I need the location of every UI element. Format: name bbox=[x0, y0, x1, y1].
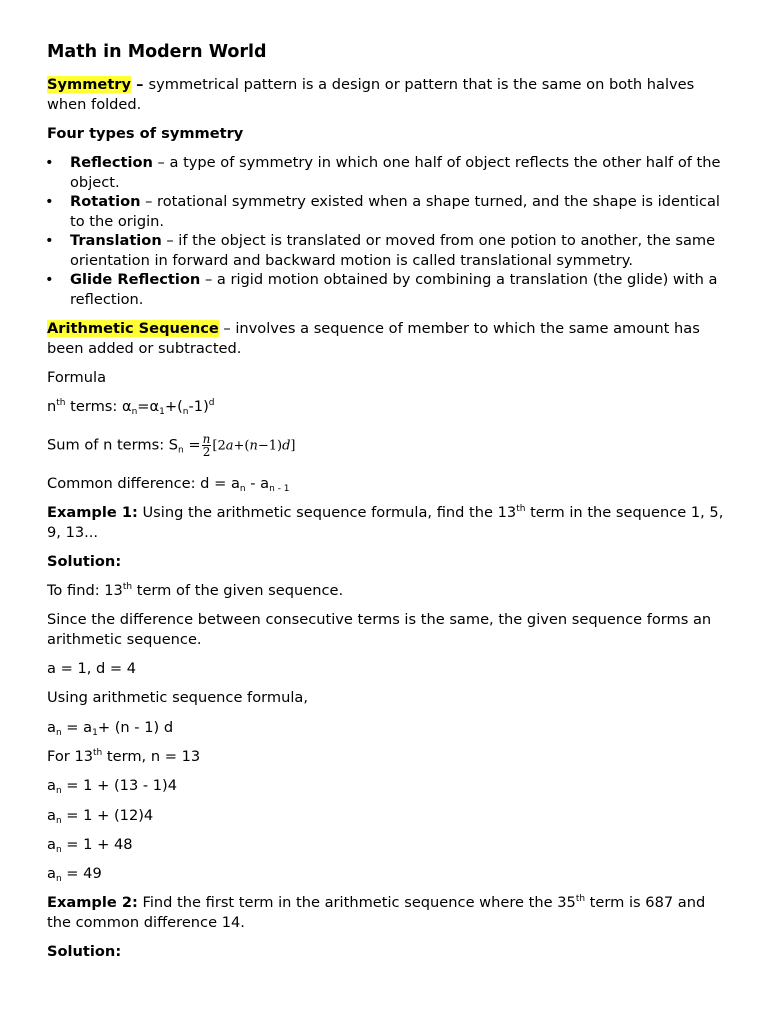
calc-step bbox=[47, 864, 727, 884]
expr-var: n bbox=[249, 438, 258, 454]
given-values: a = 1, d = 4 bbox=[47, 660, 137, 677]
expr-part: [2 bbox=[212, 438, 226, 454]
arithmetic-definition: – involves a sequence of member to which the same amount has been added or subtracted. bbox=[47, 320, 700, 357]
sum-formula bbox=[47, 433, 727, 458]
nth-text: +( bbox=[164, 398, 183, 415]
symmetry-dash: – bbox=[131, 76, 149, 93]
expr-part: ] bbox=[290, 438, 296, 454]
line-text: = 49 bbox=[61, 865, 102, 882]
sum-bracket-expression bbox=[212, 439, 295, 454]
nth-text: n bbox=[47, 398, 57, 415]
example-text: term is 687 and the common difference 14. bbox=[47, 894, 706, 931]
line-text: = a bbox=[61, 719, 93, 736]
symmetry-types-list bbox=[47, 153, 727, 309]
line-text: = 1 + (12)4 bbox=[61, 807, 154, 824]
fraction-numerator: n bbox=[202, 432, 211, 446]
solution-2-label: Solution: bbox=[47, 943, 122, 960]
type-text: – if the object is translated or moved from one potion to another, the same orientation in forward and backward motion is called translational symmetry. bbox=[70, 232, 716, 269]
list-item bbox=[47, 153, 727, 192]
calc-step bbox=[47, 806, 727, 826]
for-13th-line bbox=[47, 747, 727, 767]
line-text: To find: 13 bbox=[47, 582, 123, 599]
subscript: 1 bbox=[92, 728, 98, 738]
line-text: a bbox=[47, 836, 56, 853]
superscript: th bbox=[575, 894, 586, 904]
superscript: th bbox=[122, 582, 133, 592]
superscript: d bbox=[208, 398, 215, 408]
subscript: n bbox=[55, 728, 62, 738]
nth-text: terms: α bbox=[65, 398, 132, 415]
example-text: Using the arithmetic sequence formula, find the 13 bbox=[137, 504, 517, 521]
nth-term-formula bbox=[47, 397, 727, 417]
line-text: + (n - 1) d bbox=[97, 719, 174, 736]
example-1 bbox=[47, 503, 727, 542]
superscript: th bbox=[93, 748, 103, 758]
formula-label: Formula bbox=[47, 369, 107, 386]
example-label: Example 1: bbox=[47, 504, 138, 521]
sum-text: = bbox=[183, 436, 201, 454]
type-name: Rotation bbox=[70, 193, 141, 210]
fraction bbox=[202, 433, 212, 458]
type-text: – rotational symmetry existed when a shape turned, and the shape is identical to the origin. bbox=[70, 193, 720, 230]
subscript: n bbox=[55, 816, 62, 826]
expr-var: d bbox=[282, 438, 291, 454]
expr-part: −1) bbox=[257, 438, 283, 454]
to-find-line bbox=[47, 581, 727, 601]
common-difference-formula bbox=[47, 474, 727, 494]
subscript: n bbox=[131, 407, 138, 417]
since-paragraph: Since the difference between consecutive terms is the same, the given sequence forms an arithmetic sequence. bbox=[47, 611, 712, 648]
symmetry-definition: symmetrical pattern is a design or pattern that is the same on both halves when folded. bbox=[47, 76, 695, 113]
line-text: a bbox=[47, 777, 56, 794]
type-name: Translation bbox=[70, 232, 162, 249]
cd-text: Common difference: d = a bbox=[47, 475, 240, 492]
general-formula-line bbox=[47, 718, 727, 738]
using-formula-line: Using arithmetic sequence formula, bbox=[47, 689, 308, 706]
nth-text: =α bbox=[137, 398, 160, 415]
arithmetic-term: Arithmetic Sequence bbox=[47, 320, 219, 337]
line-text: term of the given sequence. bbox=[132, 582, 344, 599]
arithmetic-paragraph bbox=[47, 319, 727, 358]
line-text: = 1 + 48 bbox=[61, 836, 133, 853]
expr-part: +( bbox=[233, 438, 250, 454]
superscript: th bbox=[516, 504, 526, 514]
calc-step bbox=[47, 776, 727, 796]
type-name: Reflection bbox=[70, 154, 153, 171]
subscript: n bbox=[55, 874, 62, 884]
list-item bbox=[47, 270, 727, 309]
fraction-denominator: 2 bbox=[202, 445, 211, 459]
subscript: n bbox=[182, 407, 189, 417]
subscript: n bbox=[55, 845, 62, 855]
type-name: Glide Reflection bbox=[70, 271, 201, 288]
subscript: n bbox=[239, 484, 246, 494]
line-text: For 13 bbox=[47, 748, 94, 765]
sum-text: Sum of n terms: S bbox=[47, 436, 179, 454]
nth-text: -1) bbox=[188, 398, 209, 415]
type-text: – a type of symmetry in which one half of object reflects the other half of the object. bbox=[70, 154, 721, 191]
list-item bbox=[47, 192, 727, 231]
expr-var: a bbox=[225, 438, 234, 454]
example-2 bbox=[47, 893, 727, 932]
subscript: n bbox=[55, 786, 62, 796]
symmetry-term: Symmetry bbox=[47, 76, 132, 93]
line-text: a bbox=[47, 807, 56, 824]
line-text: term, n = 13 bbox=[102, 748, 201, 765]
subscript: 1 bbox=[159, 407, 165, 417]
line-text: a bbox=[47, 865, 56, 882]
subscript: n bbox=[178, 445, 184, 456]
superscript: th bbox=[56, 398, 66, 408]
line-text: a bbox=[47, 719, 56, 736]
subscript: n - 1 bbox=[269, 484, 290, 494]
example-text: term in the sequence 1, 5, 9, 13... bbox=[47, 504, 724, 541]
solution-label: Solution: bbox=[47, 553, 122, 570]
page-title: Math in Modern World bbox=[47, 42, 267, 62]
types-heading: Four types of symmetry bbox=[47, 125, 244, 142]
calc-step bbox=[47, 835, 727, 855]
line-text: = 1 + (13 - 1)4 bbox=[61, 777, 178, 794]
example-label: Example 2: bbox=[47, 894, 138, 911]
example-text: Find the first term in the arithmetic sequence where the 35 bbox=[137, 894, 576, 911]
cd-text: - a bbox=[245, 475, 270, 492]
symmetry-paragraph bbox=[47, 75, 727, 114]
list-item bbox=[47, 231, 727, 270]
type-text: – a rigid motion obtained by combining a translation (the glide) with a reflection. bbox=[70, 271, 718, 308]
